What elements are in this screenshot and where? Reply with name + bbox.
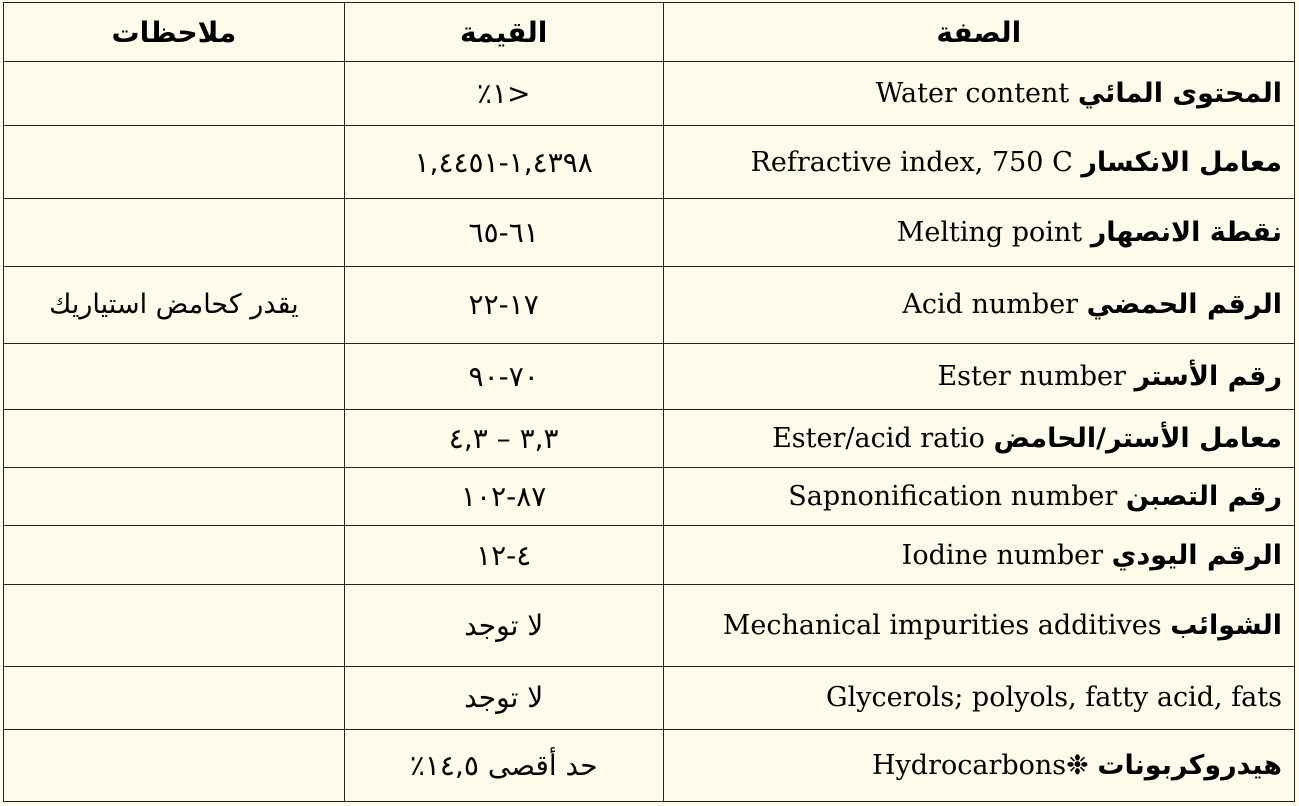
property-en: Sapnonification number xyxy=(788,481,1118,513)
value-cell: ١٧-٢٢ xyxy=(344,267,663,343)
table-row xyxy=(4,468,1295,526)
property-cell xyxy=(663,729,1294,801)
property-ar: رقم الأستر xyxy=(1134,360,1282,392)
note-cell xyxy=(4,729,345,801)
property-ar: معامل الانكسار xyxy=(1081,146,1282,178)
note-cell xyxy=(4,667,345,729)
property-en: Melting point xyxy=(896,216,1083,248)
value-cell: ١,٤٣٩٨-١,٤٤٥١ xyxy=(344,126,663,198)
table-row xyxy=(4,126,1295,198)
property-cell xyxy=(663,62,1294,126)
value-cell: <١٪ xyxy=(344,62,663,126)
property-en: Hydrocarbons❉ xyxy=(871,749,1089,781)
note-cell: يقدر كحامض استياريك xyxy=(4,267,345,343)
property-en: Water content xyxy=(875,78,1070,110)
value-cell: لا توجد xyxy=(344,667,663,729)
property-ar: هيدروكربونات xyxy=(1097,749,1282,781)
header-notes: ملاحظات xyxy=(4,3,345,62)
property-cell xyxy=(663,526,1294,584)
note-cell xyxy=(4,198,345,266)
value-cell: ٣,٣ – ٤,٣ xyxy=(344,409,663,467)
value-cell: ٤-١٢ xyxy=(344,526,663,584)
property-ar: رقم التصبن xyxy=(1125,481,1282,513)
note-cell xyxy=(4,343,345,409)
property-cell xyxy=(663,667,1294,729)
header-value: القيمة xyxy=(344,3,663,62)
property-cell xyxy=(663,584,1294,666)
property-cell xyxy=(663,126,1294,198)
property-cell xyxy=(663,198,1294,266)
property-ar: معامل الأستر/الحامض xyxy=(993,423,1282,454)
table-row xyxy=(4,409,1295,467)
table-row xyxy=(4,267,1295,343)
table-header-row xyxy=(4,3,1295,62)
property-en: Glycerols; polyols, fatty acid, fats xyxy=(826,682,1282,714)
property-en: Iodine number xyxy=(901,539,1104,571)
property-ar: الرقم اليودي xyxy=(1111,539,1282,571)
properties-table xyxy=(3,2,1295,802)
table-row xyxy=(4,667,1295,729)
note-cell xyxy=(4,126,345,198)
property-ar: نقطة الانصهار xyxy=(1090,216,1282,248)
table-row xyxy=(4,526,1295,584)
value-cell: ٧٠-٩٠ xyxy=(344,343,663,409)
value-cell: لا توجد xyxy=(344,584,663,666)
property-cell xyxy=(663,267,1294,343)
value-cell: حد أقصى ١٤,٥٪ xyxy=(344,729,663,801)
note-cell xyxy=(4,584,345,666)
property-en: Mechanical impurities additives xyxy=(722,610,1162,641)
property-en: Ester number xyxy=(937,360,1126,392)
value-cell: ٨٧-١٠٢ xyxy=(344,468,663,526)
property-cell xyxy=(663,343,1294,409)
table-row xyxy=(4,729,1295,801)
note-cell xyxy=(4,62,345,126)
property-en: Refractive index, 750 C xyxy=(750,146,1073,178)
table-row xyxy=(4,343,1295,409)
header-property: الصفة xyxy=(663,3,1294,62)
property-cell xyxy=(663,468,1294,526)
property-cell xyxy=(663,409,1294,467)
note-cell xyxy=(4,468,345,526)
note-cell xyxy=(4,409,345,467)
property-en: Acid number xyxy=(902,289,1079,321)
note-cell xyxy=(4,526,345,584)
property-ar: المحتوى المائي xyxy=(1077,78,1282,110)
table-row xyxy=(4,62,1295,126)
property-en: Ester/acid ratio xyxy=(772,423,985,454)
table-row xyxy=(4,584,1295,666)
property-ar: الرقم الحمضي xyxy=(1086,289,1282,321)
value-cell: ٦١-٦٥ xyxy=(344,198,663,266)
property-ar: الشوائب xyxy=(1170,610,1282,641)
table-row xyxy=(4,198,1295,266)
